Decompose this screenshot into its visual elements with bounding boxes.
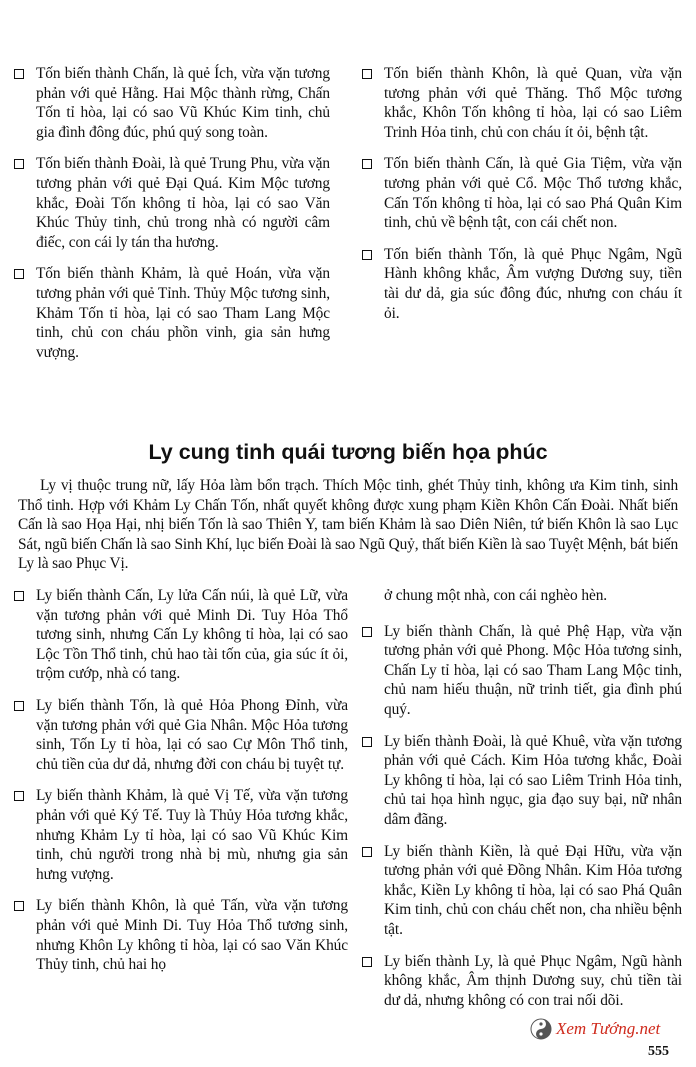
list-item: Tốn biến thành Cấn, là quẻ Gia Tiệm, vừa vặn tương phản với quẻ Cổ. Mộc Thổ tương khắc, Cấn Tốn không tỉ hòa, lại có sao Phá Quân Kim tinh, chủ về bệnh tật, con cái chết non. [360, 154, 682, 232]
yin-yang-icon [530, 1018, 552, 1040]
top-right-column [360, 64, 682, 335]
checkbox-icon [14, 69, 24, 79]
list-item: Tốn biến thành Khảm, là quẻ Hoán, vừa vặn tương phản với quẻ Tỉnh. Thủy Mộc tương sinh, Khảm Tốn tỉ hòa, lại có sao Tham Lang Mộc tinh, chủ con cháu phồn vinh, gia sản hưng vượng. [12, 264, 330, 362]
list-item: Ly biến thành Ly, là quẻ Phục Ngâm, Ngũ hành không khắc, Âm thịnh Dương suy, chủ tiền tài dư dả, nhưng không có con trai nối dõi. [360, 952, 682, 1011]
list-item: Ly biến thành Khảm, là quẻ Vị Tế, vừa vặn tương phản với quẻ Ký Tế. Tuy là Thủy Hỏa tương khắc, nhưng Khảm Ly tỉ hòa, lại có sao Vũ Khúc Kim tinh, chủ người trong nhà bị mù, nhưng gia sản hưng vượng. [12, 786, 348, 884]
list-item: Ly biến thành Tốn, là quẻ Hỏa Phong Đỉnh, vừa vặn tương phản với quẻ Gia Nhân. Mộc Hỏa tương sinh, Tốn Ly tỉ hòa, lại có sao Cự Môn Thổ tinh, chủ tiền của dư dả, nhưng đời con cháu bị tuyệt tự. [12, 696, 348, 774]
list-item: Ly biến thành Đoài, là quẻ Khuê, vừa vặn tương phản với quẻ Cách. Kim Hỏa tương khắc, Đoài Ly không tỉ hòa, lại có sao Liêm Trinh Hỏa tinh, chủ tai họa hình ngục, gia đạo suy bại, nữ nhân dâm đãng. [360, 732, 682, 830]
page-number: 555 [648, 1044, 669, 1059]
checkbox-icon [14, 269, 24, 279]
checkbox-icon [14, 901, 24, 911]
logo-text: Xem Tướng.net [556, 1019, 661, 1038]
checkbox-icon [362, 847, 372, 857]
list-item: Ly biến thành Khôn, là quẻ Tấn, vừa vặn tương phản với quẻ Minh Di. Tuy Hỏa Thổ tương sinh, nhưng Khôn Ly không tỉ hòa, lại có sao Văn Khúc Thủy tinh, chủ hai họ [12, 896, 348, 974]
checkbox-icon [362, 957, 372, 967]
watermark-logo [530, 1018, 660, 1040]
checkbox-icon [362, 627, 372, 637]
checkbox-icon [362, 69, 372, 79]
top-left-column [12, 64, 330, 374]
checkbox-icon [14, 791, 24, 801]
bottom-left-column [12, 586, 348, 987]
checkbox-icon [14, 591, 24, 601]
checkbox-icon [14, 701, 24, 711]
checkbox-icon [362, 159, 372, 169]
list-item: Ly biến thành Cấn, Ly lửa Cấn núi, là quẻ Lữ, vừa vặn tương phản với quẻ Minh Di. Tuy Hỏa Thổ tương sinh, nhưng Cấn Ly không tỉ hòa, lại có sao Lộc Tồn Thổ tinh, chủ hao tài tốn của, gia súc ít ỏi, trộm cướp, nhà có tang. [12, 586, 348, 684]
list-item: Tốn biến thành Khôn, là quẻ Quan, vừa vặn tương phản với quẻ Thăng. Thổ Mộc tương khắc, Khôn Tốn không tỉ hòa, lại có sao Liêm Trinh Hỏa tinh, chủ con cháu ít ỏi, bệnh tật. [360, 64, 682, 142]
bottom-right-column [360, 586, 682, 1022]
continuation-text: ở chung một nhà, con cái nghèo hèn. [384, 587, 608, 604]
list-item: Tốn biến thành Đoài, là quẻ Trung Phu, vừa vặn tương phản với quẻ Đại Quá. Kim Mộc tương khắc, Đoài Tốn không tỉ hòa, lại có sao Văn Khúc Thủy tinh, chủ trong nhà có người câm điếc, con cái ly tán tha hương. [12, 154, 330, 252]
checkbox-icon [362, 737, 372, 747]
list-item: Ly biến thành Chấn, là quẻ Phệ Hạp, vừa vặn tương phản với quẻ Phong. Mộc Hỏa tương sinh, Chấn Ly tỉ hòa, lại có sao Tham Lang Mộc tinh, chủ nam hiếu thuận, nữ trinh tiết, gia đình phú quý. [360, 622, 682, 720]
checkbox-icon [14, 159, 24, 169]
list-item: Tốn biến thành Tốn, là quẻ Phục Ngâm, Ngũ Hành không khắc, Âm vượng Dương suy, tiền tài dư dả, gia súc đông đúc, nhưng con cháu ít ỏi. [360, 245, 682, 323]
list-item: Ly biến thành Kiền, là quẻ Đại Hữu, vừa vặn tương phản với quẻ Đồng Nhân. Kim Hỏa tương khắc, Kiền Ly không tỉ hòa, lại có sao Phá Quân Kim tinh, chủ con cháu chết non, cha nhiều bệnh tật. [360, 842, 682, 940]
section-title: Ly cung tinh quái tương biến họa phúc [148, 440, 548, 464]
intro-paragraph: Ly vị thuộc trung nữ, lấy Hỏa làm bổn trạch. Thích Mộc tinh, ghét Thủy tinh, không ưa Kim tinh, sinh Thổ tinh. Hợp với Khảm Ly Chấn Tốn, nhất quyết không được xung phạm Kiền Khôn Cấn Đoài. Nhất biến Cấn là sao Họa Hại, nhị biến Tốn là sao Thiên Y, tam biến Khảm là sao Diên Niên, tứ biến Khôn là sao Lục Sát, ngũ biến Chấn là sao Sinh Khí, lục biến Đoài là sao Ngũ Quỷ, thất biến Kiền là sao Tuyệt Mệnh, bát biến Ly là sao Phục Vị. [18, 477, 678, 573]
checkbox-icon [362, 250, 372, 260]
list-item: Tốn biến thành Chấn, là quẻ Ích, vừa vặn tương phản với quẻ Hằng. Hai Mộc thành rừng, Chấn Tốn tỉ hòa, lại có sao Vũ Khúc Kim tinh, chủ gia đình đông đúc, phú quý song toàn. [12, 64, 330, 142]
